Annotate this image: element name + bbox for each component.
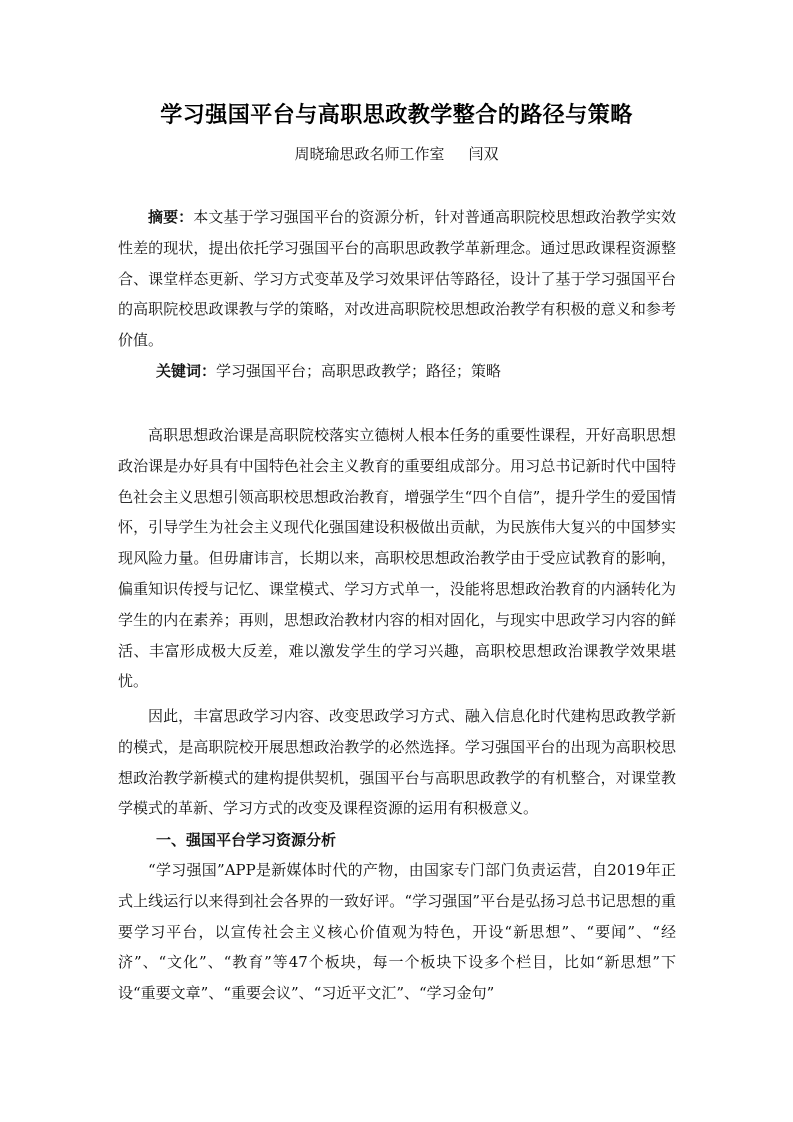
body-paragraph: 因此，丰富思政学习内容、改变思政学习方式、融入信息化时代建构思政教学新的模式，是高职院校开展思想政治教学的必然选择。学习强国平台的出现为高职校思想政治教学新模式的建构提供契机，强国平台与高职思政教学的有机整合，对课堂教学模式的革新、学习方式的改变及课程资源的运用有积极意义。: [118, 707, 676, 818]
abstract: [118, 202, 676, 356]
abstract-text: 本文基于学习强国平台的资源分析，针对普通高职院校思想政治教学实效性差的现状，提出依托学习强国平台的高职思政教学革新理念。通过思政课程资源整合、课堂样态更新、学习方式变革及学习效果评估等路径，设计了基于学习强国平台的高职院校思政课教与学的策略，对改进高职院校思想政治教学有积极的意义和参考价值。: [118, 208, 676, 350]
keywords-text: 学习强国平台；高职思政教学；路径；策略: [216, 362, 502, 380]
abstract-label: 摘要：: [148, 208, 194, 226]
body-paragraph: “学习强国”APP是新媒体时代的产物，由国家专门部门负责运营，自2019年正式上线运行以来得到社会各界的一致好评。“学习强国”平台是弘扬习总书记思想的重要学习平台，以宣传社会主义核心价值观为特色，开设“新思想”、“要闻”、“经济”、“文化”、“教育”等47个板块，每一个板块下设多个栏目，比如“新思想”下设“重要文章”、“重要会议”、“习近平文汇”、“学习金句”: [118, 861, 676, 1003]
author-name: 闫双: [468, 145, 499, 163]
body-paragraph: 高职思想政治课是高职院校落实立德树人根本任务的重要性课程，开好高职思想政治课是办好具有中国特色社会主义教育的重要组成部分。用习总书记新时代中国特色社会主义思想引领高职校思想政治教育，增强学生“四个自信”，提升学生的爱国情怀，引导学生为社会主义现代化强国建设积极做出贡献，为民族伟大复兴的中国梦实现风险力量。但毋庸讳言，长期以来，高职校思想政治教学由于受应试教育的影响，偏重知识传授与记忆、课堂模式、学习方式单一，没能将思想政治教育的内涵转化为学生的内在素养；再则，思想政治教材内容的相对固化，与现实中思政学习内容的鲜活、丰富形成极大反差，难以激发学生的学习兴趣，高职校思想政治课教学效果堪忧。: [118, 426, 676, 691]
byline: [80, 140, 713, 168]
section-heading: 一、强国平台学习资源分析: [156, 831, 337, 849]
affiliation: 周晓瑜思政名师工作室: [294, 145, 445, 163]
keywords: [156, 356, 676, 387]
keywords-label: 关键词：: [156, 362, 217, 380]
paper-title: 学习强国平台与高职思政教学整合的路径与策略: [160, 103, 633, 128]
